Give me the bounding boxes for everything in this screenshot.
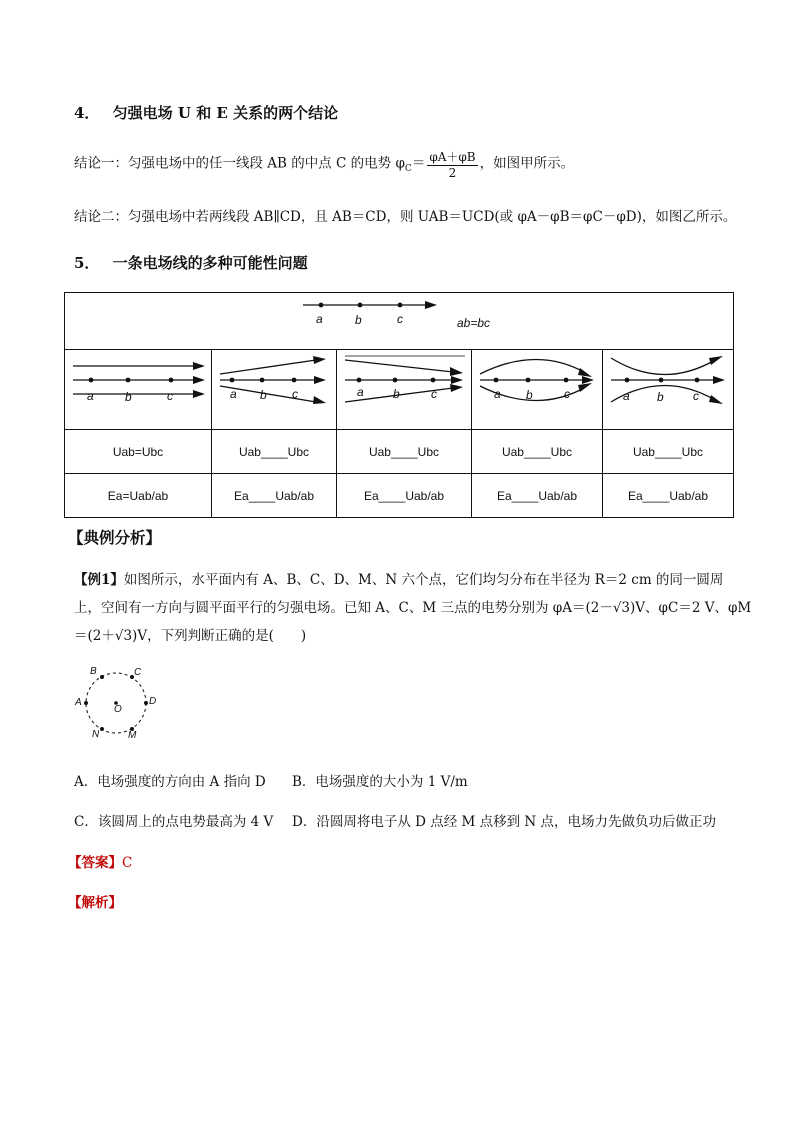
circle-figure <box>72 665 162 745</box>
col5-b-label: b <box>657 390 664 404</box>
point-N: N <box>92 729 100 740</box>
diagram-diverging <box>212 350 337 430</box>
field-line-table <box>64 292 734 518</box>
col1-b-label: b <box>125 390 132 404</box>
col1-a-label: a <box>87 389 94 403</box>
col4-b-label: b <box>526 388 533 402</box>
col4-c-label: c <box>564 387 570 401</box>
point-M: M <box>128 730 137 741</box>
section-5-number: 5． <box>74 254 100 272</box>
section-4-heading <box>74 102 338 123</box>
e-cell-1: Ea=Uab/ab <box>65 474 212 518</box>
diagram-uniform <box>65 350 212 430</box>
equal-spacing-equation: ab=bc <box>457 316 491 330</box>
example-line-2: 上，空间有一方向与圆平面平行的匀强电场。已知 A、C、M 三点的电势分别为 φA＝(2－√3)V、φC＝2 V、φM <box>74 600 752 616</box>
point-B: B <box>90 666 97 677</box>
section-4-number: 4． <box>74 104 100 122</box>
section-4-title: 匀强电场 U 和 E 关系的两个结论 <box>112 104 339 122</box>
e-cell-4: Ea____Uab/ab <box>472 474 603 518</box>
example-line-3: ＝(2＋√3)V，下列判断正确的是( ) <box>74 628 307 644</box>
u-cell-1: Uab=Ubc <box>65 430 212 474</box>
option-d: D．沿圆周将电子从 D 点经 M 点移到 N 点，电场力先做负功后做正功 <box>292 814 717 830</box>
point-O: O <box>114 704 122 715</box>
e-cell-5: Ea____Uab/ab <box>603 474 734 518</box>
conclusion-1: 结论一：匀强电场中的任一线段 AB 的中点 C 的电势 $\varphi_C=$ $\frac{\varphi A+\varphi B}{2}$ ，如图甲所示。 <box>74 150 575 180</box>
diagram-bulging <box>472 350 603 430</box>
e-cell-2: Ea____Uab/ab <box>212 474 337 518</box>
u-cell-4: Uab____Ubc <box>472 430 603 474</box>
fraction <box>427 148 477 180</box>
col3-c-label: c <box>431 387 437 401</box>
uniform-spacing-cell <box>65 293 734 350</box>
answer-value: C <box>122 855 133 871</box>
example-tag: 【例1】 <box>74 572 124 588</box>
uniform-field-lines <box>65 350 211 426</box>
col1-c-label: c <box>167 389 173 403</box>
u-cell-2: Uab____Ubc <box>212 430 337 474</box>
fraction-denominator: 2 <box>448 166 457 180</box>
col5-c-label: c <box>693 389 699 403</box>
section-5-title: 一条电场线的多种可能性问题 <box>112 254 308 272</box>
col3-b-label: b <box>393 387 400 401</box>
analysis-label: 【解析】 <box>68 895 122 911</box>
analysis-heading: 【典例分析】 <box>68 528 162 547</box>
point-C: C <box>134 667 142 678</box>
col2-b-label: b <box>260 388 267 402</box>
point-c-label: c <box>397 312 403 326</box>
bulging-field-lines <box>472 350 602 426</box>
answer-label: 【答案】 <box>68 855 122 871</box>
conclusion-2: 结论二：匀强电场中若两线段 AB∥CD，且 AB＝CD，则 UAB＝UCD(或 φA－φB＝φC－φD)，如图乙所示。 <box>74 209 737 225</box>
diagram-converging <box>337 350 472 430</box>
answer-line <box>68 851 132 871</box>
point-D: D <box>149 696 157 707</box>
pinched-field-lines <box>603 350 733 426</box>
option-a: A．电场强度的方向由 A 指向 D <box>74 774 266 790</box>
col4-a-label: a <box>494 387 501 401</box>
point-a-label: a <box>316 312 323 326</box>
point-A: A <box>75 697 82 708</box>
example-line-1: 【例1】如图所示，水平面内有 A、B、C、D、M、N 六个点，它们均匀分布在半径为 R＝2 cm 的同一圆周 <box>74 572 724 588</box>
example-1 <box>74 566 752 650</box>
u-cell-3: Uab____Ubc <box>337 430 472 474</box>
e-cell-3: Ea____Uab/ab <box>337 474 472 518</box>
conclusion-1-prefix: 结论一：匀强电场中的任一线段 AB 的中点 C 的电势 φ <box>74 155 405 172</box>
col3-a-label: a <box>357 385 364 399</box>
col2-a-label: a <box>230 387 237 401</box>
diagram-pinched <box>603 350 734 430</box>
u-cell-5: Uab____Ubc <box>603 430 734 474</box>
section-5-heading <box>74 252 308 273</box>
conclusion-1-suffix: ，如图甲所示。 <box>479 155 575 172</box>
fraction-numerator: φA＋φB <box>429 150 476 164</box>
option-b: B．电场强度的大小为 1 V/m <box>292 774 468 790</box>
col2-c-label: c <box>292 387 298 401</box>
option-c: C．该圆周上的点电势最高为 4 V <box>74 814 274 830</box>
point-b-label: b <box>355 313 362 327</box>
col5-a-label: a <box>623 389 630 403</box>
